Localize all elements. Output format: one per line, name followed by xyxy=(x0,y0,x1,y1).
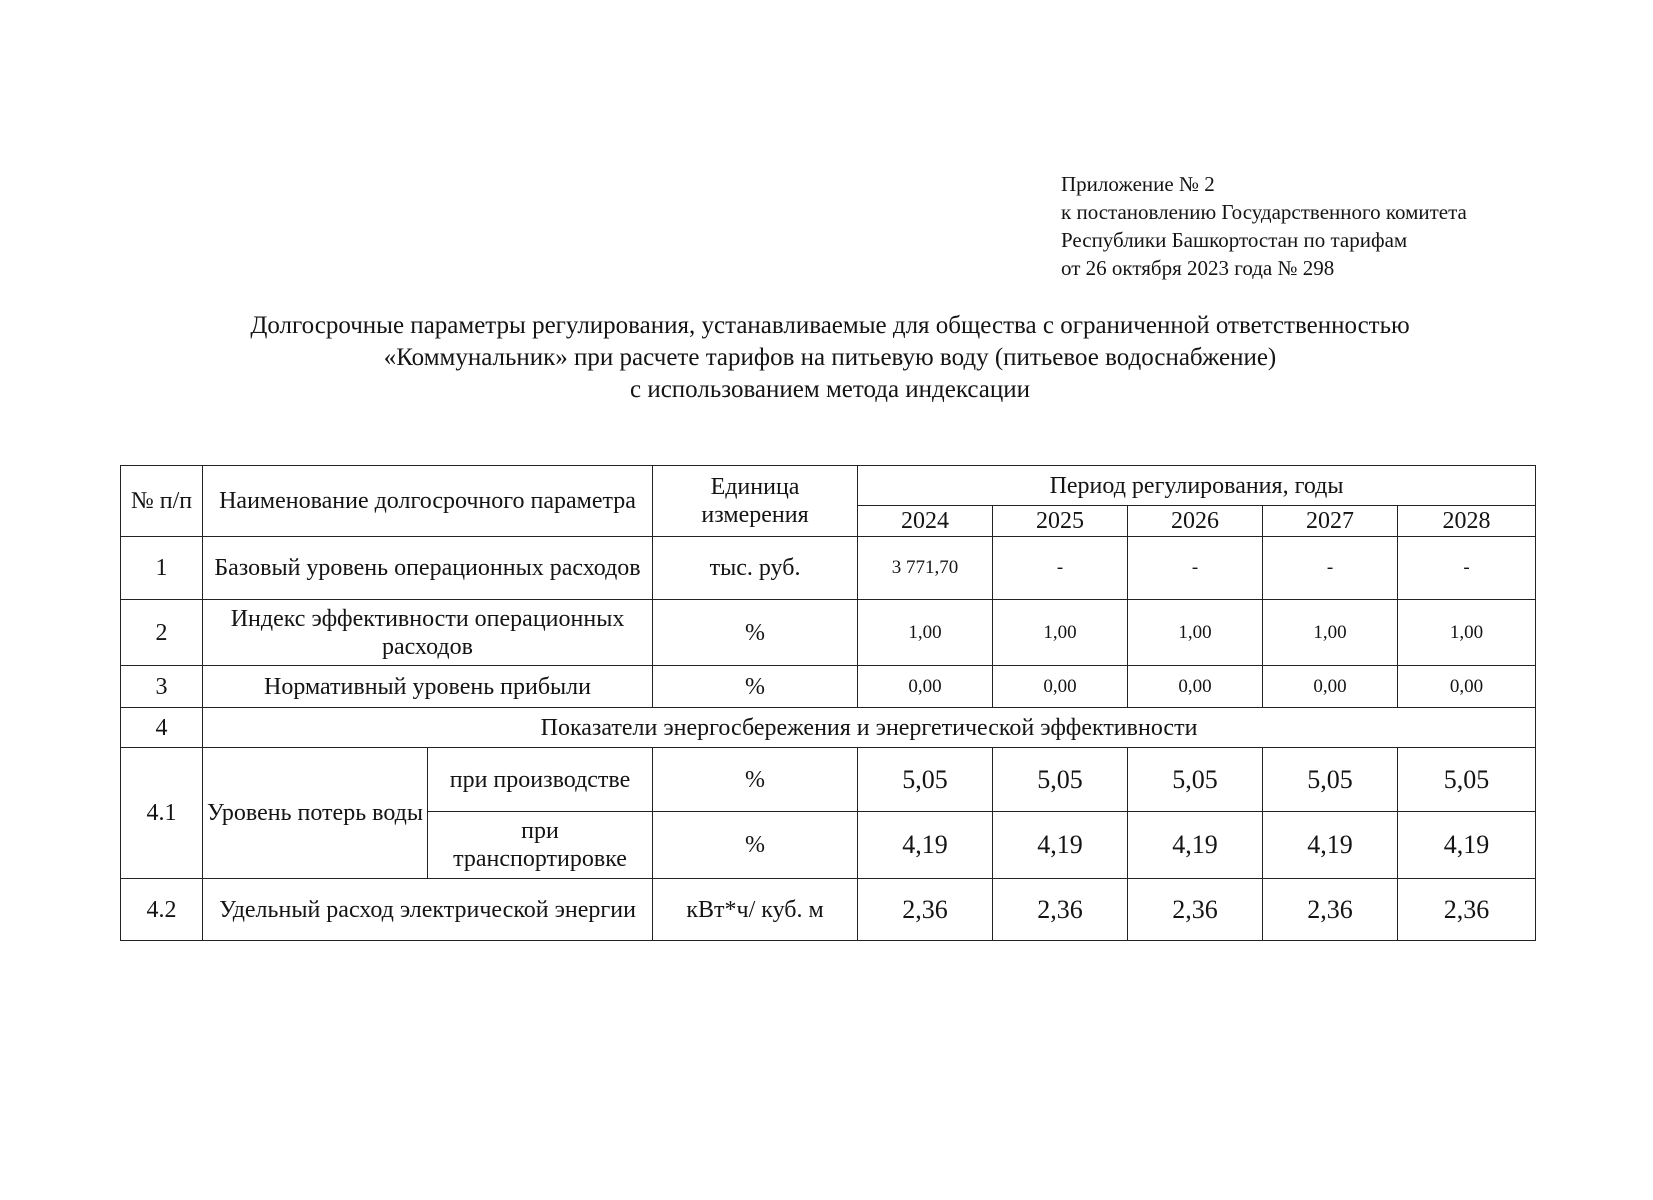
header-year: 2027 xyxy=(1263,506,1398,537)
row-name: Базовый уровень операционных расходов xyxy=(203,537,653,600)
row-value: 0,00 xyxy=(993,666,1128,708)
appendix-line: Республики Башкортостан по тарифам xyxy=(1061,228,1408,252)
row-value: 5,05 xyxy=(1263,748,1398,812)
title-line: «Коммунальник» при расчете тарифов на питьевую воду (питьевое водоснабжение) xyxy=(383,344,1277,371)
row-value: 0,00 xyxy=(1128,666,1263,708)
table-row xyxy=(121,748,1536,812)
row-value: 5,05 xyxy=(1128,748,1263,812)
row-value: 2,36 xyxy=(993,879,1128,941)
row-value: 4,19 xyxy=(1263,812,1398,879)
header-year: 2025 xyxy=(993,506,1128,537)
title-line: с использованием метода индексации xyxy=(629,376,1031,403)
row-value: 0,00 xyxy=(1263,666,1398,708)
row-name: Уровень потерь воды xyxy=(203,748,428,879)
row-value: 3 771,70 xyxy=(858,537,993,600)
table-row xyxy=(121,666,1536,708)
row-value: 1,00 xyxy=(993,600,1128,666)
row-unit: % xyxy=(653,748,858,812)
document-title xyxy=(120,310,1540,406)
table-row xyxy=(121,879,1536,941)
row-value: 5,05 xyxy=(1398,748,1536,812)
row-num: 4 xyxy=(121,708,203,748)
row-num: 3 xyxy=(121,666,203,708)
row-value: 1,00 xyxy=(1128,600,1263,666)
row-num: 4.2 xyxy=(121,879,203,941)
row-unit: % xyxy=(653,812,858,879)
appendix-block xyxy=(1061,170,1467,282)
row-value: 2,36 xyxy=(858,879,993,941)
row-num: 2 xyxy=(121,600,203,666)
row-num: 4.1 xyxy=(121,748,203,879)
header-year: 2024 xyxy=(858,506,993,537)
row-value: - xyxy=(1128,537,1263,600)
row-name: Удельный расход электрической энергии xyxy=(203,879,653,941)
header-unit: Единица измерения xyxy=(653,466,858,537)
table-header-row xyxy=(121,466,1536,506)
row-value: 4,19 xyxy=(993,812,1128,879)
row-subname: при производстве xyxy=(428,748,653,812)
row-value: 4,19 xyxy=(1128,812,1263,879)
row-value: 5,05 xyxy=(858,748,993,812)
row-value: 1,00 xyxy=(1263,600,1398,666)
row-subname: при транспортировке xyxy=(428,812,653,879)
header-num: № п/п xyxy=(121,466,203,537)
row-value: 4,19 xyxy=(858,812,993,879)
row-unit: тыс. руб. xyxy=(653,537,858,600)
appendix-line: Приложение № 2 xyxy=(1061,172,1215,196)
table-row xyxy=(121,537,1536,600)
row-value: 1,00 xyxy=(1398,600,1536,666)
header-period: Период регулирования, годы xyxy=(858,466,1536,506)
row-unit: кВт*ч/ куб. м xyxy=(653,879,858,941)
header-year: 2026 xyxy=(1128,506,1263,537)
row-value: - xyxy=(993,537,1128,600)
row-value: - xyxy=(1398,537,1536,600)
row-value: 4,19 xyxy=(1398,812,1536,879)
row-num: 1 xyxy=(121,537,203,600)
row-name: Индекс эффективности операционных расходов xyxy=(203,600,653,666)
row-name: Нормативный уровень прибыли xyxy=(203,666,653,708)
header-name: Наименование долгосрочного параметра xyxy=(203,466,653,537)
row-value: 1,00 xyxy=(858,600,993,666)
row-value: 0,00 xyxy=(858,666,993,708)
row-value: 2,36 xyxy=(1263,879,1398,941)
row-value: 2,36 xyxy=(1398,879,1536,941)
title-line: Долгосрочные параметры регулирования, устанавливаемые для общества с ограниченной ответственностью xyxy=(250,312,1410,339)
appendix-line: к постановлению Государственного комитета xyxy=(1061,200,1467,224)
row-value: 5,05 xyxy=(993,748,1128,812)
row-value: 0,00 xyxy=(1398,666,1536,708)
row-unit: % xyxy=(653,600,858,666)
row-unit: % xyxy=(653,666,858,708)
parameters-table xyxy=(120,465,1536,941)
table-section-row xyxy=(121,708,1536,748)
appendix-line: от 26 октября 2023 года № 298 xyxy=(1061,256,1335,280)
table-row xyxy=(121,600,1536,666)
section-name: Показатели энергосбережения и энергетической эффективности xyxy=(203,708,1536,748)
row-value: - xyxy=(1263,537,1398,600)
row-value: 2,36 xyxy=(1128,879,1263,941)
header-year: 2028 xyxy=(1398,506,1536,537)
